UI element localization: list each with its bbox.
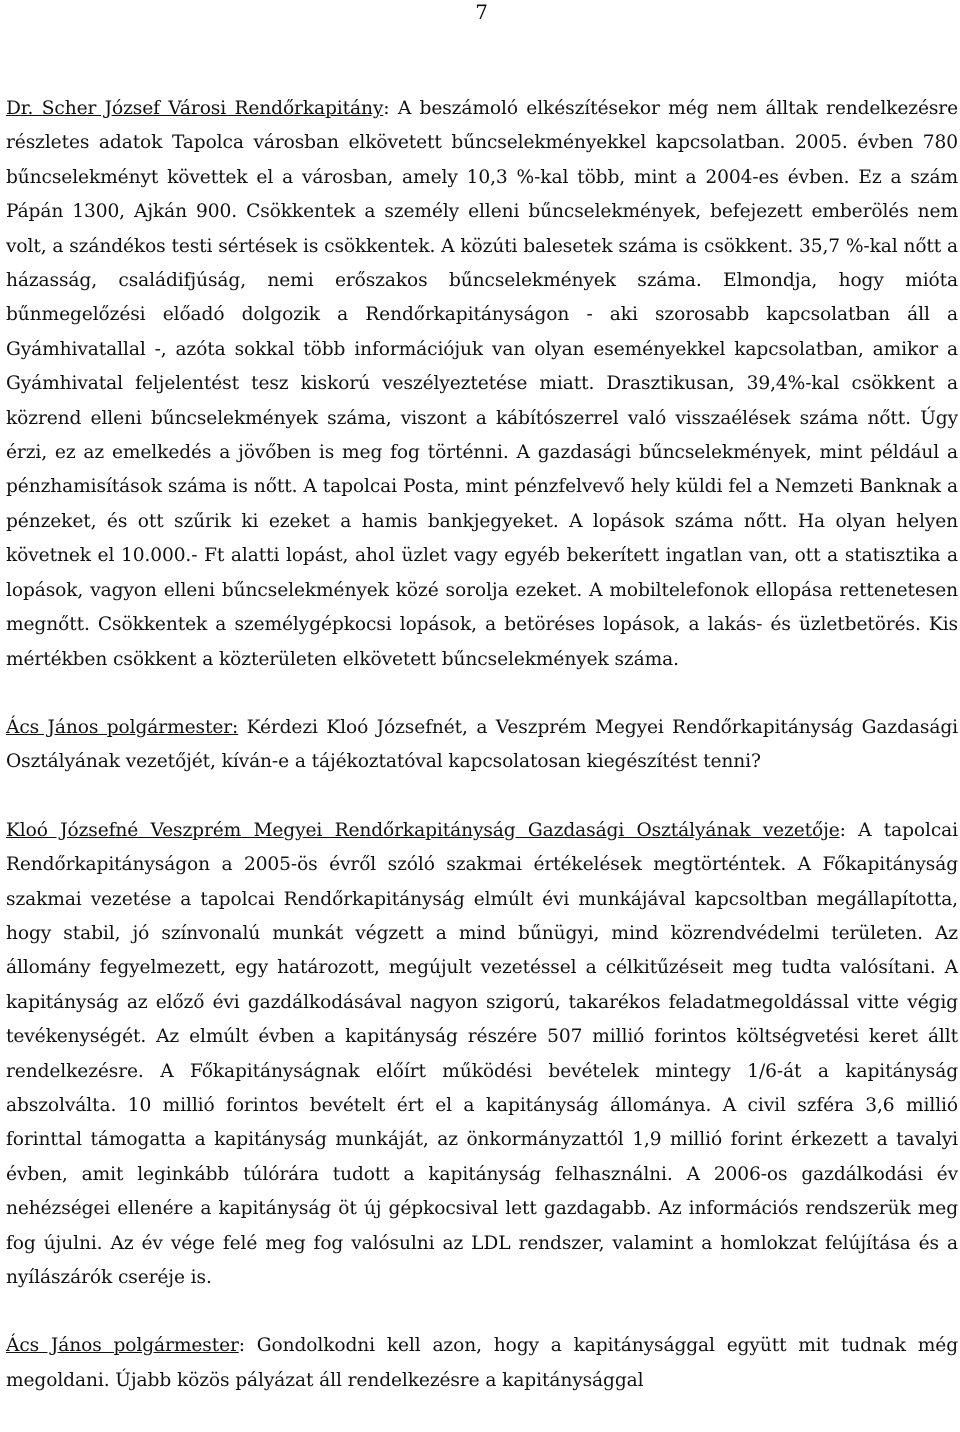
speaker-separator: : [839, 819, 846, 841]
paragraph-text: A tapolcai Rendőrkapitányságon a 2005-ös évről szóló szakmai értékelések megtörténtek. A Főkapitányság szakmai vezetése a tapolcai Rendőrkapitányság elmúlt évi munkájával kapcsoltban megállapította, hogy stabil, jó színvonalú munkát végzett a mind bűnügyi, mind közrendvédelmi területen. Az állomány fegyelmezett, egy határozott, megújult vezetéssel a célkitűzéseit meg tudta valósítani. A kapitányság az előző évi gazdálkodásával nagyon szigorú, takarékos feladatmegoldással vitte végig tevékenységét. Az elmúlt évben a kapitányság részére 507 millió forintos költségvetési keret állt rendelkezésre. A Főkapitányságnak előírt működési bevételek mintegy 1/6-át a kapitányság abszolválta. 10 millió forintos bevételt ért el a kapitányság állománya. A civil szféra 3,6 millió forinttal támogatta a kapitányság munkáját, az önkormányzattól 1,9 millió forint érkezett a tavalyi évben, amit leginkább túlórára tudott a kapitányság felhasználni. A 2006-os gazdálkodási év nehézségei ellenére a kapitányság öt új gépkocsival lett gazdagabb. Az információs rendszerük meg fog újulni. Az év vége felé meg fog valósulni az LDL rendszer, valamint a homlokzat felújítása és a nyílászárók cseréje is. [6, 819, 959, 1288]
page-number: 7 [475, 0, 488, 24]
paragraph-scher-report [6, 92, 958, 677]
speaker-separator: : [383, 98, 390, 119]
paragraph-acs-question [6, 711, 958, 780]
speaker-name: Dr. Scher József Városi Rendőrkapitány [6, 98, 384, 119]
speaker-name: Kloó Józsefné Veszprém Megyei Rendőrkapitányság Gazdasági Osztályának vezetője [6, 819, 840, 841]
speaker-separator: : [238, 1335, 245, 1357]
speaker-name: Ács János polgármester: [6, 716, 239, 738]
paragraph-text: A beszámoló elkészítésekor még nem álltak rendelkezésre részletes adatok Tapolca városban elkövetett bűncselekményekkel kapcsolatban. 2005. évben 780 bűncselekményt követtek el a városban, amely 10,3 %-kal több, mint a 2004-es évben. Ez a szám Pápán 1300, Ajkán 900. Csökkentek a személy elleni bűncselekmények, befejezett emberölés nem volt, a szándékos testi sértések is csökkentek. A közúti balesetek száma is csökkent. 35,7 %-kal nőtt a házasság, családifjúság, nemi erőszakos bűncselekmények száma. Elmondja, hogy mióta bűnmegelőzési előadó dolgozik a Rendőrkapitányságon - aki szorosabb kapcsolatban áll a Gyámhivatallal -, azóta sokkal több információjuk van olyan eseményekkel kapcsolatban, amikor a Gyámhivatal feljelentést tesz kiskorú veszélyeztetése miatt. Drasztikusan, 39,4%-kal csökkent a közrend elleni bűncselekmények száma, viszont a kábítószerrel való visszaélések száma nőtt. Úgy érzi, ez az emelkedés a jövőben is meg fog történni. A gazdasági bűncselekmények, mint például a pénzhamisítások száma is nőtt. A tapolcai Posta, mint pénzfelvevő hely küldi fel a Nemzeti Banknak a pénzeket, és ott szűrik ki ezeket a hamis bankjegyeket. A lopások száma nőtt. Ha olyan helyen követnek el 10.000.- Ft alatti lopást, ahol üzlet vagy egyéb bekerített ingatlan van, ott a statisztika a lopások, vagyon elleni bűncselekmények közé sorolja ezeket. A mobiltelefonok ellopása rettenetesen megnőtt. Csökkentek a személygépkocsi lopások, a betöréses lopások, a lakás- és üzletbetörés. Kis mértékben csökkent a közterületen elkövetett bűncselekmények száma. [6, 98, 958, 670]
speaker-name: Ács János polgármester [6, 1335, 239, 1357]
paragraph-text: Kérdezi Kloó Józsefnét, a Veszprém Megyei Rendőrkapitányság Gazdasági Osztályának vezetőjét, kíván-e a tájékoztatóval kapcsolatosan kiegészítést tenni? [6, 716, 958, 773]
paragraph-kloo-report [6, 814, 958, 1296]
paragraph-acs-closing [6, 1329, 958, 1398]
paragraph-text: Gondolkodni kell azon, hogy a kapitánysággal együtt mit tudnak még megoldani. Újabb közös pályázat áll rendelkezésre a kapitánysággal [6, 1335, 959, 1391]
document-body [6, 92, 958, 1398]
